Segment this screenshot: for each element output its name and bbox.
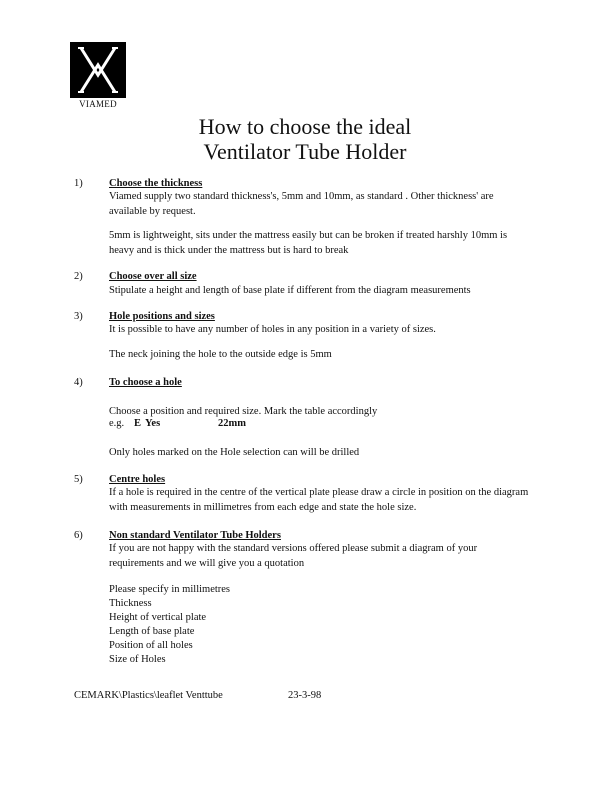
section-number: 5): [74, 474, 83, 485]
section-heading: Hole positions and sizes: [109, 311, 215, 322]
example-code: E: [134, 418, 142, 429]
footer-date: 23-3-98: [288, 690, 322, 701]
list-item: Length of base plate: [109, 626, 195, 637]
section-paragraph: The neck joining the hole to the outside edge is 5mm: [109, 349, 332, 360]
section-paragraph: It is possible to have any number of holes in any position in a variety of sizes.: [109, 324, 436, 335]
section-number: 1): [74, 178, 83, 189]
list-item: Position of all holes: [109, 640, 193, 651]
list-item: Thickness: [109, 598, 152, 609]
section-number: 4): [74, 377, 83, 388]
section-number: 6): [74, 530, 83, 541]
viamed-logo-icon: [70, 42, 126, 98]
section-heading: Choose over all size: [109, 271, 197, 282]
section-paragraph: Viamed supply two standard thickness's, 5mm and 10mm, as standard . Other thickness' are available by request.: [109, 191, 494, 217]
page-title-line2: Ventilator Tube Holder: [203, 139, 407, 164]
section-paragraph: 5mm is lightweight, sits under the mattress easily but can be broken if treated harshly 10mm is heavy and is thick under the mattress but is hard to break: [109, 230, 508, 256]
section-heading: Choose the thickness: [109, 178, 203, 189]
viamed-logo: [70, 42, 126, 98]
section-paragraph: Only holes marked on the Hole selection can will be drilled: [109, 447, 360, 458]
page-title-line1: How to choose the ideal: [198, 114, 412, 139]
section-number: 2): [74, 271, 83, 282]
section-heading: Non standard Ventilator Tube Holders: [109, 530, 281, 541]
example-prefix: e.g.: [109, 418, 125, 429]
list-item: Height of vertical plate: [109, 612, 207, 623]
section-heading: Centre holes: [109, 474, 166, 485]
section-paragraph: Stipulate a height and length of base plate if different from the diagram measurements: [109, 285, 471, 296]
logo-caption: VIAMED: [79, 99, 117, 109]
footer-file-path: CEMARK\Plastics\leaflet Venttube: [74, 690, 223, 701]
section-heading: To choose a hole: [109, 377, 182, 388]
section-number: 3): [74, 311, 83, 322]
list-item: Please specify in millimetres: [109, 584, 231, 595]
example-answer: Yes: [145, 418, 161, 429]
example-size: 22mm: [218, 418, 246, 429]
list-item: Size of Holes: [109, 654, 166, 665]
section-paragraph: If a hole is required in the centre of the vertical plate please draw a circle in position on the diagram with measurements in millimetres from each edge and state the hole size.: [109, 487, 529, 513]
section-paragraph: If you are not happy with the standard versions offered please submit a diagram of your requirements and we will give you a quotation: [109, 543, 478, 569]
section-paragraph: Choose a position and required size. Mark the table accordingly: [109, 406, 378, 417]
